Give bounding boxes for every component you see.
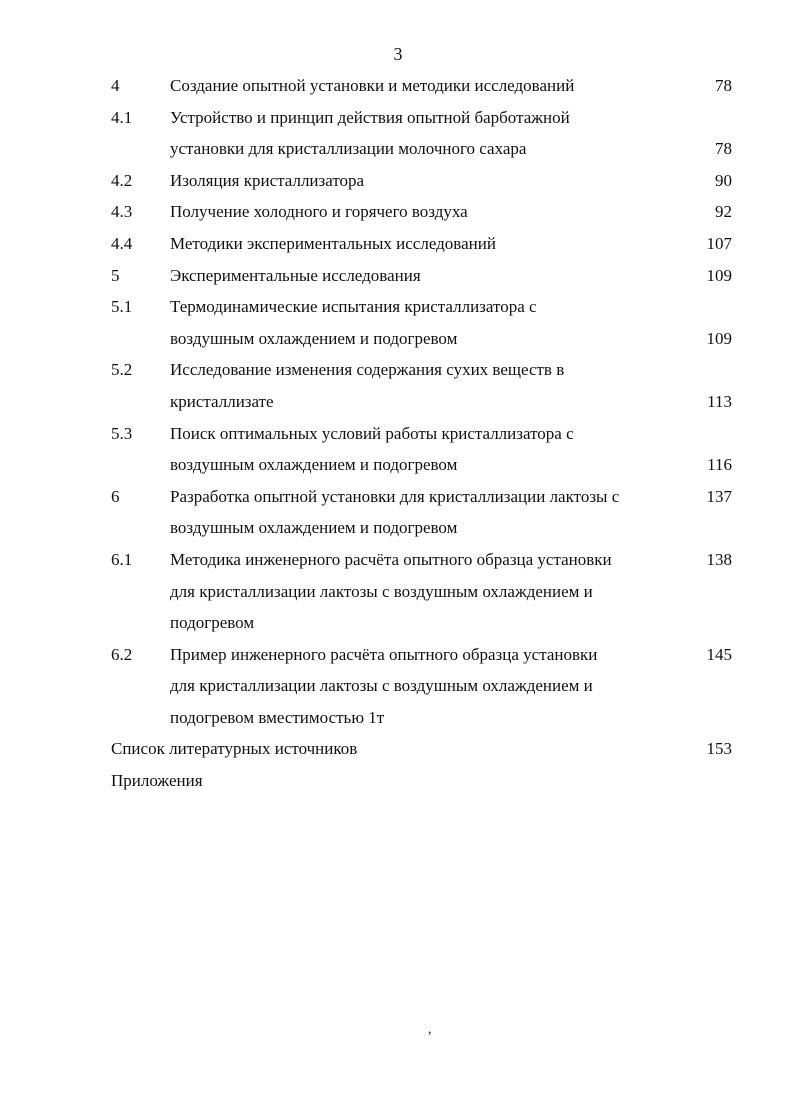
toc-section-title: для кристаллизации лактозы с воздушным охлаждением и: [170, 676, 593, 696]
toc-line: [0, 765, 796, 797]
toc-section-title: Экспериментальные исследования: [170, 265, 421, 285]
toc-section-title: воздушным охлаждением и подогревом: [170, 328, 458, 348]
toc-section-title: Разработка опытной установки для кристаллизации лактозы с: [170, 486, 620, 506]
toc-section-number: 4.2: [111, 170, 133, 190]
toc-section-number: 6.1: [111, 549, 133, 569]
page-number: 3: [393, 44, 403, 64]
toc-page-number: 145: [706, 644, 732, 664]
toc-line: [0, 260, 796, 292]
toc-line: [0, 449, 796, 481]
toc-line: [0, 102, 796, 134]
toc-line: [0, 354, 796, 386]
toc-page-number: 137: [706, 486, 732, 506]
toc-page-number: 109: [706, 265, 732, 285]
toc-line: [0, 228, 796, 260]
toc-entry: [0, 196, 796, 228]
toc-line: [0, 512, 796, 544]
toc-line: [0, 481, 796, 513]
toc-entry: [0, 102, 796, 165]
toc-section-number: 4.4: [111, 233, 133, 253]
toc-section-title: Изоляция кристаллизатора: [170, 170, 365, 190]
toc-section-title: Методики экспериментальных исследований: [170, 233, 496, 253]
toc-entry: [0, 481, 796, 544]
toc-entry: [0, 228, 796, 260]
toc-page-number: 153: [706, 739, 732, 759]
toc-page-number: 78: [715, 139, 732, 159]
toc-section-number: 6.2: [111, 644, 133, 664]
toc-line: [0, 733, 796, 765]
toc-section-number: 5.1: [111, 297, 133, 317]
toc-entry: [0, 165, 796, 197]
toc-page-number: 138: [706, 549, 732, 569]
toc-page-number: 107: [706, 233, 732, 253]
toc-section-title: Пример инженерного расчёта опытного образца установки: [170, 644, 598, 664]
toc-line: [0, 418, 796, 450]
toc-page-number: 109: [706, 328, 732, 348]
toc-line: [0, 196, 796, 228]
toc-page-number: 113: [707, 391, 732, 411]
toc-section-title: кристаллизате: [170, 391, 274, 411]
toc-section-title: Создание опытной установки и методики исследований: [170, 76, 575, 95]
toc-section-title: установки для кристаллизации молочного сахара: [170, 139, 527, 159]
toc-page-number: 90: [715, 170, 732, 190]
toc-line: [0, 544, 796, 576]
toc-section-title: Устройство и принцип действия опытной барботажной: [170, 107, 570, 127]
toc-line: [0, 576, 796, 608]
toc-section-title: Термодинамические испытания кристаллизатора с: [170, 297, 537, 317]
toc-entry: [0, 418, 796, 481]
toc-section-number: 4.3: [111, 202, 133, 222]
toc-section-title: Получение холодного и горячего воздуха: [170, 202, 468, 222]
toc-entry: [0, 354, 796, 417]
toc-section-number: 5.2: [111, 360, 133, 380]
toc-line: [0, 607, 796, 639]
toc-line: [0, 639, 796, 671]
table-of-contents: [0, 70, 796, 797]
toc-line: [0, 70, 796, 102]
toc-entry: [0, 70, 796, 102]
toc-section-title: воздушным охлаждением и подогревом: [170, 518, 458, 538]
toc-section-title: Список литературных источников: [111, 739, 358, 759]
toc-page-number: 78: [715, 76, 732, 95]
toc-entry: [0, 733, 796, 765]
toc-section-title: подогревом: [170, 613, 255, 633]
toc-section-number: 4.1: [111, 107, 133, 127]
toc-line: [0, 323, 796, 355]
toc-section-title: для кристаллизации лактозы с воздушным охлаждением и: [170, 581, 593, 601]
toc-line: [0, 133, 796, 165]
toc-line: [0, 702, 796, 734]
toc-entry: [0, 291, 796, 354]
toc-section-title: Приложения: [111, 771, 203, 791]
toc-section-title: Поиск оптимальных условий работы кристаллизатора с: [170, 423, 574, 443]
toc-section-title: воздушным охлаждением и подогревом: [170, 455, 458, 475]
toc-section-title: Исследование изменения содержания сухих веществ в: [170, 360, 565, 380]
toc-page-number: 116: [707, 455, 732, 475]
toc-entry: [0, 260, 796, 292]
toc-page-number: 92: [715, 202, 732, 222]
toc-section-title: подогревом вместимостью 1т: [170, 707, 385, 727]
toc-line: [0, 165, 796, 197]
toc-section-number: 5: [111, 265, 120, 285]
scan-mark: ,: [428, 1022, 432, 1037]
toc-line: [0, 291, 796, 323]
toc-section-number: 5.3: [111, 423, 133, 443]
toc-entry: [0, 765, 796, 797]
toc-entry: [0, 639, 796, 734]
toc-entry: [0, 544, 796, 639]
toc-line: [0, 386, 796, 418]
toc-section-title: Методика инженерного расчёта опытного образца установки: [170, 549, 612, 569]
toc-line: [0, 670, 796, 702]
toc-section-number: 4: [111, 76, 120, 95]
toc-section-number: 6: [111, 486, 120, 506]
